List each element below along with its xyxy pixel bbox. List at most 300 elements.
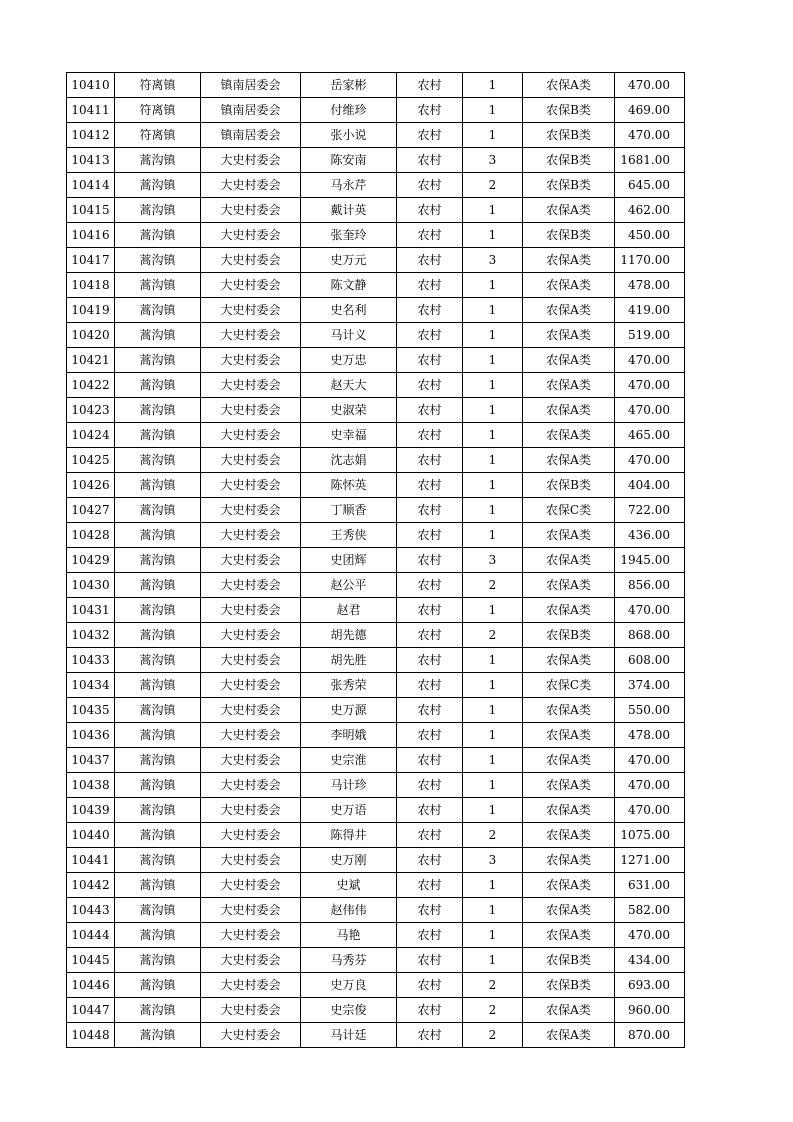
committee-cell: 大史村委会 [201, 473, 301, 498]
household-count-cell: 1 [463, 723, 523, 748]
town-cell: 蒿沟镇 [115, 198, 201, 223]
insurance-class-cell: 农保B类 [523, 473, 615, 498]
person-name-cell: 史宗淮 [301, 748, 397, 773]
town-cell: 符离镇 [115, 73, 201, 98]
committee-cell: 大史村委会 [201, 1023, 301, 1048]
person-name-cell: 史万源 [301, 698, 397, 723]
insurance-class-cell: 农保A类 [523, 823, 615, 848]
table-row [67, 323, 685, 348]
area-type-cell: 农村 [397, 473, 463, 498]
insurance-class-cell: 农保B类 [523, 223, 615, 248]
committee-cell: 大史村委会 [201, 598, 301, 623]
town-cell: 蒿沟镇 [115, 748, 201, 773]
table-row [67, 698, 685, 723]
insurance-class-cell: 农保B类 [523, 148, 615, 173]
town-cell: 符离镇 [115, 98, 201, 123]
town-cell: 蒿沟镇 [115, 923, 201, 948]
area-type-cell: 农村 [397, 723, 463, 748]
person-name-cell: 马秀芬 [301, 948, 397, 973]
insurance-class-cell: 农保B类 [523, 948, 615, 973]
household-count-cell: 1 [463, 523, 523, 548]
area-type-cell: 农村 [397, 348, 463, 373]
town-cell: 蒿沟镇 [115, 898, 201, 923]
area-type-cell: 农村 [397, 623, 463, 648]
table-row [67, 573, 685, 598]
amount-cell: 470.00 [615, 348, 685, 373]
insurance-class-cell: 农保A类 [523, 548, 615, 573]
committee-cell: 大史村委会 [201, 398, 301, 423]
committee-cell: 大史村委会 [201, 223, 301, 248]
insurance-class-cell: 农保A类 [523, 773, 615, 798]
committee-cell: 大史村委会 [201, 373, 301, 398]
area-type-cell: 农村 [397, 698, 463, 723]
table-row [67, 623, 685, 648]
household-count-cell: 1 [463, 873, 523, 898]
table-row [67, 298, 685, 323]
household-count-cell: 2 [463, 623, 523, 648]
committee-cell: 大史村委会 [201, 548, 301, 573]
town-cell: 蒿沟镇 [115, 998, 201, 1023]
record-id-cell: 10428 [67, 523, 115, 548]
table-row [67, 498, 685, 523]
amount-cell: 469.00 [615, 98, 685, 123]
table-row [67, 98, 685, 123]
insurance-class-cell: 农保B类 [523, 98, 615, 123]
person-name-cell: 张小说 [301, 123, 397, 148]
committee-cell: 镇南居委会 [201, 98, 301, 123]
insurance-class-cell: 农保A类 [523, 448, 615, 473]
roster-body [67, 73, 685, 1048]
area-type-cell: 农村 [397, 423, 463, 448]
record-id-cell: 10443 [67, 898, 115, 923]
area-type-cell: 农村 [397, 748, 463, 773]
insurance-class-cell: 农保A类 [523, 523, 615, 548]
area-type-cell: 农村 [397, 523, 463, 548]
insurance-class-cell: 农保A类 [523, 423, 615, 448]
person-name-cell: 付维珍 [301, 98, 397, 123]
person-name-cell: 史宗俊 [301, 998, 397, 1023]
table-row [67, 723, 685, 748]
area-type-cell: 农村 [397, 673, 463, 698]
amount-cell: 465.00 [615, 423, 685, 448]
amount-cell: 608.00 [615, 648, 685, 673]
amount-cell: 519.00 [615, 323, 685, 348]
record-id-cell: 10446 [67, 973, 115, 998]
household-count-cell: 3 [463, 148, 523, 173]
household-count-cell: 1 [463, 73, 523, 98]
table-row [67, 448, 685, 473]
insurance-class-cell: 农保A类 [523, 273, 615, 298]
household-count-cell: 1 [463, 498, 523, 523]
insurance-class-cell: 农保A类 [523, 198, 615, 223]
household-count-cell: 1 [463, 323, 523, 348]
amount-cell: 870.00 [615, 1023, 685, 1048]
person-name-cell: 马计珍 [301, 773, 397, 798]
person-name-cell: 胡先胜 [301, 648, 397, 673]
amount-cell: 631.00 [615, 873, 685, 898]
household-count-cell: 1 [463, 473, 523, 498]
table-row [67, 873, 685, 898]
committee-cell: 大史村委会 [201, 873, 301, 898]
household-count-cell: 1 [463, 923, 523, 948]
record-id-cell: 10412 [67, 123, 115, 148]
person-name-cell: 沈志娟 [301, 448, 397, 473]
household-count-cell: 2 [463, 973, 523, 998]
insurance-class-cell: 农保C类 [523, 673, 615, 698]
town-cell: 蒿沟镇 [115, 348, 201, 373]
committee-cell: 大史村委会 [201, 648, 301, 673]
table-row [67, 123, 685, 148]
committee-cell: 大史村委会 [201, 523, 301, 548]
record-id-cell: 10434 [67, 673, 115, 698]
area-type-cell: 农村 [397, 448, 463, 473]
committee-cell: 大史村委会 [201, 723, 301, 748]
record-id-cell: 10422 [67, 373, 115, 398]
insurance-class-cell: 农保A类 [523, 1023, 615, 1048]
table-row [67, 248, 685, 273]
person-name-cell: 马计廷 [301, 1023, 397, 1048]
committee-cell: 大史村委会 [201, 748, 301, 773]
table-row [67, 998, 685, 1023]
insurance-class-cell: 农保A类 [523, 848, 615, 873]
insurance-class-cell: 农保C类 [523, 498, 615, 523]
area-type-cell: 农村 [397, 373, 463, 398]
amount-cell: 856.00 [615, 573, 685, 598]
record-id-cell: 10444 [67, 923, 115, 948]
record-id-cell: 10429 [67, 548, 115, 573]
town-cell: 蒿沟镇 [115, 148, 201, 173]
committee-cell: 大史村委会 [201, 348, 301, 373]
person-name-cell: 赵公平 [301, 573, 397, 598]
town-cell: 蒿沟镇 [115, 723, 201, 748]
town-cell: 蒿沟镇 [115, 248, 201, 273]
area-type-cell: 农村 [397, 498, 463, 523]
area-type-cell: 农村 [397, 798, 463, 823]
town-cell: 蒿沟镇 [115, 498, 201, 523]
household-count-cell: 1 [463, 348, 523, 373]
table-row [67, 773, 685, 798]
area-type-cell: 农村 [397, 298, 463, 323]
area-type-cell: 农村 [397, 998, 463, 1023]
person-name-cell: 史万刚 [301, 848, 397, 873]
person-name-cell: 史斌 [301, 873, 397, 898]
town-cell: 蒿沟镇 [115, 423, 201, 448]
person-name-cell: 马永芹 [301, 173, 397, 198]
table-row [67, 648, 685, 673]
household-count-cell: 2 [463, 1023, 523, 1048]
household-count-cell: 1 [463, 298, 523, 323]
record-id-cell: 10423 [67, 398, 115, 423]
person-name-cell: 史名利 [301, 298, 397, 323]
committee-cell: 大史村委会 [201, 623, 301, 648]
insurance-class-cell: 农保A类 [523, 998, 615, 1023]
record-id-cell: 10424 [67, 423, 115, 448]
committee-cell: 大史村委会 [201, 673, 301, 698]
record-id-cell: 10418 [67, 273, 115, 298]
person-name-cell: 史万语 [301, 798, 397, 823]
table-row [67, 923, 685, 948]
town-cell: 蒿沟镇 [115, 648, 201, 673]
committee-cell: 大史村委会 [201, 998, 301, 1023]
record-id-cell: 10413 [67, 148, 115, 173]
town-cell: 蒿沟镇 [115, 373, 201, 398]
roster-table [66, 72, 685, 1048]
town-cell: 蒿沟镇 [115, 1023, 201, 1048]
insurance-class-cell: 农保A类 [523, 573, 615, 598]
insurance-class-cell: 农保A类 [523, 873, 615, 898]
table-row [67, 1023, 685, 1048]
amount-cell: 470.00 [615, 598, 685, 623]
record-id-cell: 10435 [67, 698, 115, 723]
amount-cell: 470.00 [615, 923, 685, 948]
record-id-cell: 10441 [67, 848, 115, 873]
person-name-cell: 陈得井 [301, 823, 397, 848]
table-row [67, 673, 685, 698]
table-row [67, 173, 685, 198]
committee-cell: 大史村委会 [201, 423, 301, 448]
amount-cell: 1075.00 [615, 823, 685, 848]
amount-cell: 419.00 [615, 298, 685, 323]
household-count-cell: 1 [463, 648, 523, 673]
record-id-cell: 10430 [67, 573, 115, 598]
amount-cell: 1170.00 [615, 248, 685, 273]
record-id-cell: 10431 [67, 598, 115, 623]
household-count-cell: 2 [463, 573, 523, 598]
amount-cell: 582.00 [615, 898, 685, 923]
committee-cell: 大史村委会 [201, 248, 301, 273]
area-type-cell: 农村 [397, 398, 463, 423]
amount-cell: 374.00 [615, 673, 685, 698]
table-row [67, 598, 685, 623]
record-id-cell: 10410 [67, 73, 115, 98]
amount-cell: 550.00 [615, 698, 685, 723]
town-cell: 蒿沟镇 [115, 673, 201, 698]
committee-cell: 大史村委会 [201, 923, 301, 948]
person-name-cell: 史万良 [301, 973, 397, 998]
insurance-class-cell: 农保A类 [523, 73, 615, 98]
committee-cell: 镇南居委会 [201, 73, 301, 98]
table-row [67, 548, 685, 573]
town-cell: 蒿沟镇 [115, 948, 201, 973]
amount-cell: 404.00 [615, 473, 685, 498]
amount-cell: 434.00 [615, 948, 685, 973]
insurance-class-cell: 农保A类 [523, 373, 615, 398]
amount-cell: 470.00 [615, 798, 685, 823]
household-count-cell: 3 [463, 248, 523, 273]
table-row [67, 148, 685, 173]
amount-cell: 470.00 [615, 373, 685, 398]
household-count-cell: 1 [463, 898, 523, 923]
record-id-cell: 10421 [67, 348, 115, 373]
insurance-class-cell: 农保A类 [523, 923, 615, 948]
amount-cell: 450.00 [615, 223, 685, 248]
town-cell: 蒿沟镇 [115, 298, 201, 323]
amount-cell: 1681.00 [615, 148, 685, 173]
area-type-cell: 农村 [397, 123, 463, 148]
committee-cell: 大史村委会 [201, 773, 301, 798]
committee-cell: 镇南居委会 [201, 123, 301, 148]
insurance-class-cell: 农保A类 [523, 898, 615, 923]
area-type-cell: 农村 [397, 973, 463, 998]
town-cell: 蒿沟镇 [115, 573, 201, 598]
table-row [67, 423, 685, 448]
insurance-class-cell: 农保A类 [523, 798, 615, 823]
town-cell: 蒿沟镇 [115, 698, 201, 723]
town-cell: 符离镇 [115, 123, 201, 148]
area-type-cell: 农村 [397, 773, 463, 798]
amount-cell: 478.00 [615, 723, 685, 748]
committee-cell: 大史村委会 [201, 798, 301, 823]
record-id-cell: 10448 [67, 1023, 115, 1048]
record-id-cell: 10420 [67, 323, 115, 348]
household-count-cell: 3 [463, 548, 523, 573]
record-id-cell: 10436 [67, 723, 115, 748]
household-count-cell: 2 [463, 173, 523, 198]
person-name-cell: 史幸福 [301, 423, 397, 448]
table-row [67, 73, 685, 98]
table-row [67, 848, 685, 873]
person-name-cell: 陈文静 [301, 273, 397, 298]
household-count-cell: 1 [463, 698, 523, 723]
amount-cell: 1271.00 [615, 848, 685, 873]
household-count-cell: 1 [463, 773, 523, 798]
area-type-cell: 农村 [397, 648, 463, 673]
person-name-cell: 陈怀英 [301, 473, 397, 498]
town-cell: 蒿沟镇 [115, 398, 201, 423]
committee-cell: 大史村委会 [201, 323, 301, 348]
insurance-class-cell: 农保B类 [523, 173, 615, 198]
table-row [67, 973, 685, 998]
committee-cell: 大史村委会 [201, 973, 301, 998]
amount-cell: 645.00 [615, 173, 685, 198]
record-id-cell: 10433 [67, 648, 115, 673]
amount-cell: 470.00 [615, 448, 685, 473]
amount-cell: 478.00 [615, 273, 685, 298]
person-name-cell: 马艳 [301, 923, 397, 948]
record-id-cell: 10438 [67, 773, 115, 798]
committee-cell: 大史村委会 [201, 898, 301, 923]
area-type-cell: 农村 [397, 173, 463, 198]
town-cell: 蒿沟镇 [115, 273, 201, 298]
table-row [67, 748, 685, 773]
record-id-cell: 10417 [67, 248, 115, 273]
person-name-cell: 丁顺香 [301, 498, 397, 523]
town-cell: 蒿沟镇 [115, 773, 201, 798]
household-count-cell: 2 [463, 823, 523, 848]
person-name-cell: 史万元 [301, 248, 397, 273]
area-type-cell: 农村 [397, 873, 463, 898]
table-row [67, 798, 685, 823]
person-name-cell: 张奎玲 [301, 223, 397, 248]
amount-cell: 470.00 [615, 398, 685, 423]
insurance-class-cell: 农保A类 [523, 398, 615, 423]
household-count-cell: 1 [463, 673, 523, 698]
record-id-cell: 10440 [67, 823, 115, 848]
household-count-cell: 1 [463, 748, 523, 773]
household-count-cell: 1 [463, 98, 523, 123]
record-id-cell: 10437 [67, 748, 115, 773]
person-name-cell: 史淑荣 [301, 398, 397, 423]
person-name-cell: 张秀荣 [301, 673, 397, 698]
area-type-cell: 农村 [397, 323, 463, 348]
committee-cell: 大史村委会 [201, 298, 301, 323]
amount-cell: 868.00 [615, 623, 685, 648]
town-cell: 蒿沟镇 [115, 598, 201, 623]
area-type-cell: 农村 [397, 898, 463, 923]
committee-cell: 大史村委会 [201, 173, 301, 198]
area-type-cell: 农村 [397, 73, 463, 98]
household-count-cell: 1 [463, 123, 523, 148]
table-row [67, 223, 685, 248]
person-name-cell: 李明娥 [301, 723, 397, 748]
area-type-cell: 农村 [397, 923, 463, 948]
table-row [67, 523, 685, 548]
household-count-cell: 1 [463, 373, 523, 398]
person-name-cell: 胡先德 [301, 623, 397, 648]
person-name-cell: 陈安南 [301, 148, 397, 173]
person-name-cell: 马计义 [301, 323, 397, 348]
amount-cell: 960.00 [615, 998, 685, 1023]
town-cell: 蒿沟镇 [115, 323, 201, 348]
insurance-class-cell: 农保A类 [523, 648, 615, 673]
insurance-class-cell: 农保A类 [523, 723, 615, 748]
amount-cell: 722.00 [615, 498, 685, 523]
town-cell: 蒿沟镇 [115, 173, 201, 198]
table-row [67, 948, 685, 973]
area-type-cell: 农村 [397, 273, 463, 298]
town-cell: 蒿沟镇 [115, 223, 201, 248]
town-cell: 蒿沟镇 [115, 623, 201, 648]
record-id-cell: 10432 [67, 623, 115, 648]
table-row [67, 198, 685, 223]
area-type-cell: 农村 [397, 948, 463, 973]
household-count-cell: 1 [463, 798, 523, 823]
committee-cell: 大史村委会 [201, 573, 301, 598]
area-type-cell: 农村 [397, 598, 463, 623]
committee-cell: 大史村委会 [201, 148, 301, 173]
committee-cell: 大史村委会 [201, 848, 301, 873]
person-name-cell: 岳家彬 [301, 73, 397, 98]
committee-cell: 大史村委会 [201, 498, 301, 523]
committee-cell: 大史村委会 [201, 198, 301, 223]
insurance-class-cell: 农保A类 [523, 298, 615, 323]
town-cell: 蒿沟镇 [115, 473, 201, 498]
table-row [67, 473, 685, 498]
record-id-cell: 10425 [67, 448, 115, 473]
committee-cell: 大史村委会 [201, 273, 301, 298]
town-cell: 蒿沟镇 [115, 823, 201, 848]
committee-cell: 大史村委会 [201, 448, 301, 473]
area-type-cell: 农村 [397, 198, 463, 223]
area-type-cell: 农村 [397, 248, 463, 273]
amount-cell: 470.00 [615, 73, 685, 98]
town-cell: 蒿沟镇 [115, 798, 201, 823]
table-row [67, 398, 685, 423]
area-type-cell: 农村 [397, 548, 463, 573]
person-name-cell: 史万忠 [301, 348, 397, 373]
household-count-cell: 1 [463, 223, 523, 248]
household-count-cell: 1 [463, 598, 523, 623]
person-name-cell: 王秀侠 [301, 523, 397, 548]
household-count-cell: 2 [463, 998, 523, 1023]
insurance-class-cell: 农保A类 [523, 323, 615, 348]
area-type-cell: 农村 [397, 573, 463, 598]
committee-cell: 大史村委会 [201, 823, 301, 848]
household-count-cell: 1 [463, 423, 523, 448]
insurance-class-cell: 农保A类 [523, 748, 615, 773]
insurance-class-cell: 农保A类 [523, 348, 615, 373]
record-id-cell: 10442 [67, 873, 115, 898]
